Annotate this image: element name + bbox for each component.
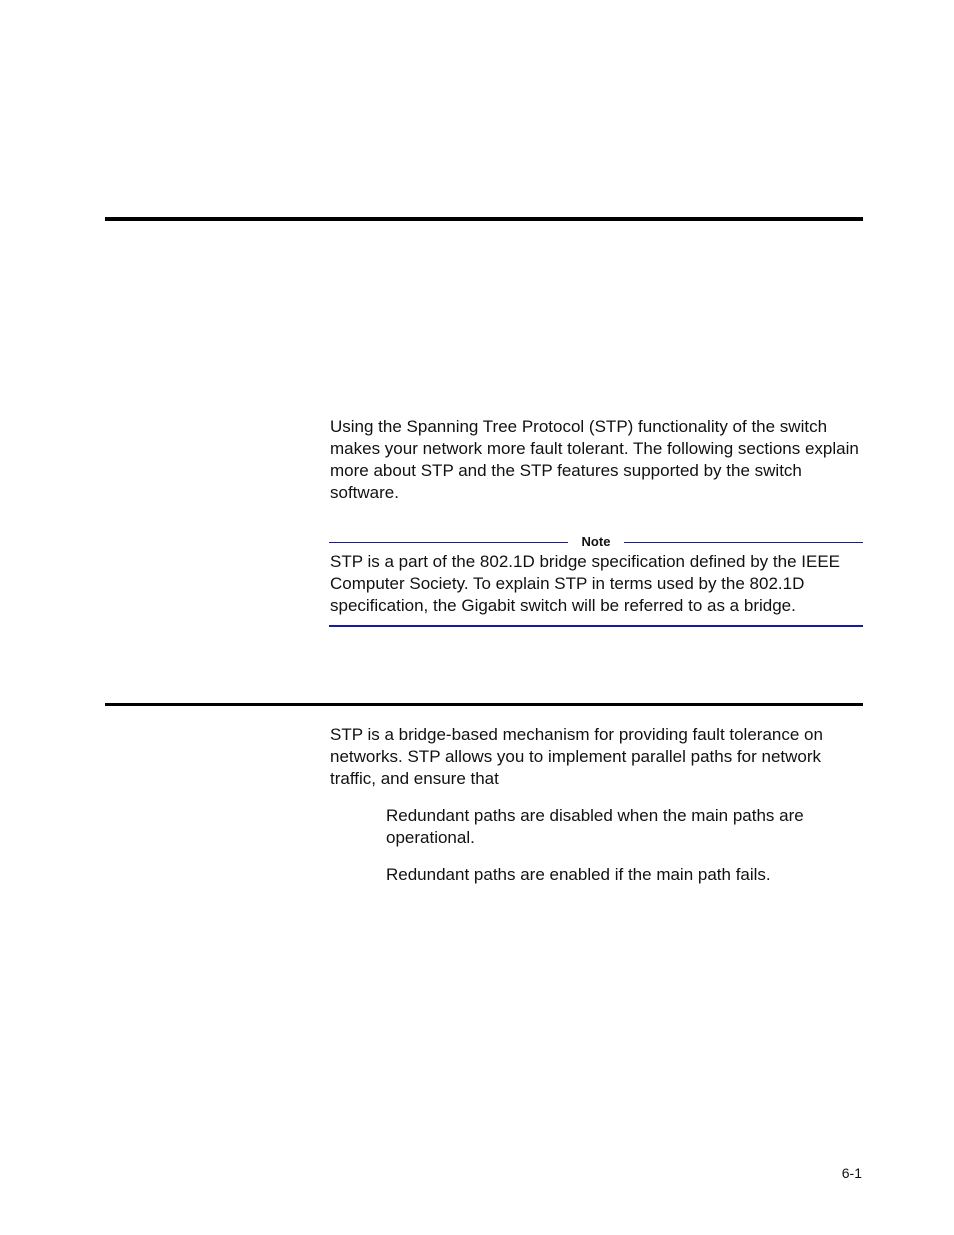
chapter-top-rule: [105, 217, 863, 221]
note-header: [329, 533, 863, 551]
note-header-line-right: [624, 542, 863, 543]
note-label: Note: [581, 534, 611, 549]
note-text: STP is a part of the 802.1D bridge specification defined by the IEEE Computer Society. To explain STP in terms used by the 802.1D specification, the Gigabit switch will be referred to as a bridge.: [330, 552, 840, 615]
page-number: 6-1: [841, 1165, 862, 1181]
list-item: Redundant paths are enabled if the main path fails.: [386, 865, 771, 884]
section-rule: [105, 703, 863, 706]
note-bottom-rule: [329, 625, 863, 627]
stp-bullet-list: [386, 805, 856, 901]
note-header-line-left: [329, 542, 568, 543]
list-item: Redundant paths are disabled when the main paths are operational.: [386, 806, 804, 847]
note-box: [329, 533, 863, 627]
stp-paragraph: STP is a bridge-based mechanism for providing fault tolerance on networks. STP allows you to implement parallel paths for network traffic, and ensure that: [330, 725, 823, 788]
intro-paragraph: Using the Spanning Tree Protocol (STP) functionality of the switch makes your network more fault tolerant. The following sections explain more about STP and the STP features supported by the switch software.: [330, 417, 859, 502]
